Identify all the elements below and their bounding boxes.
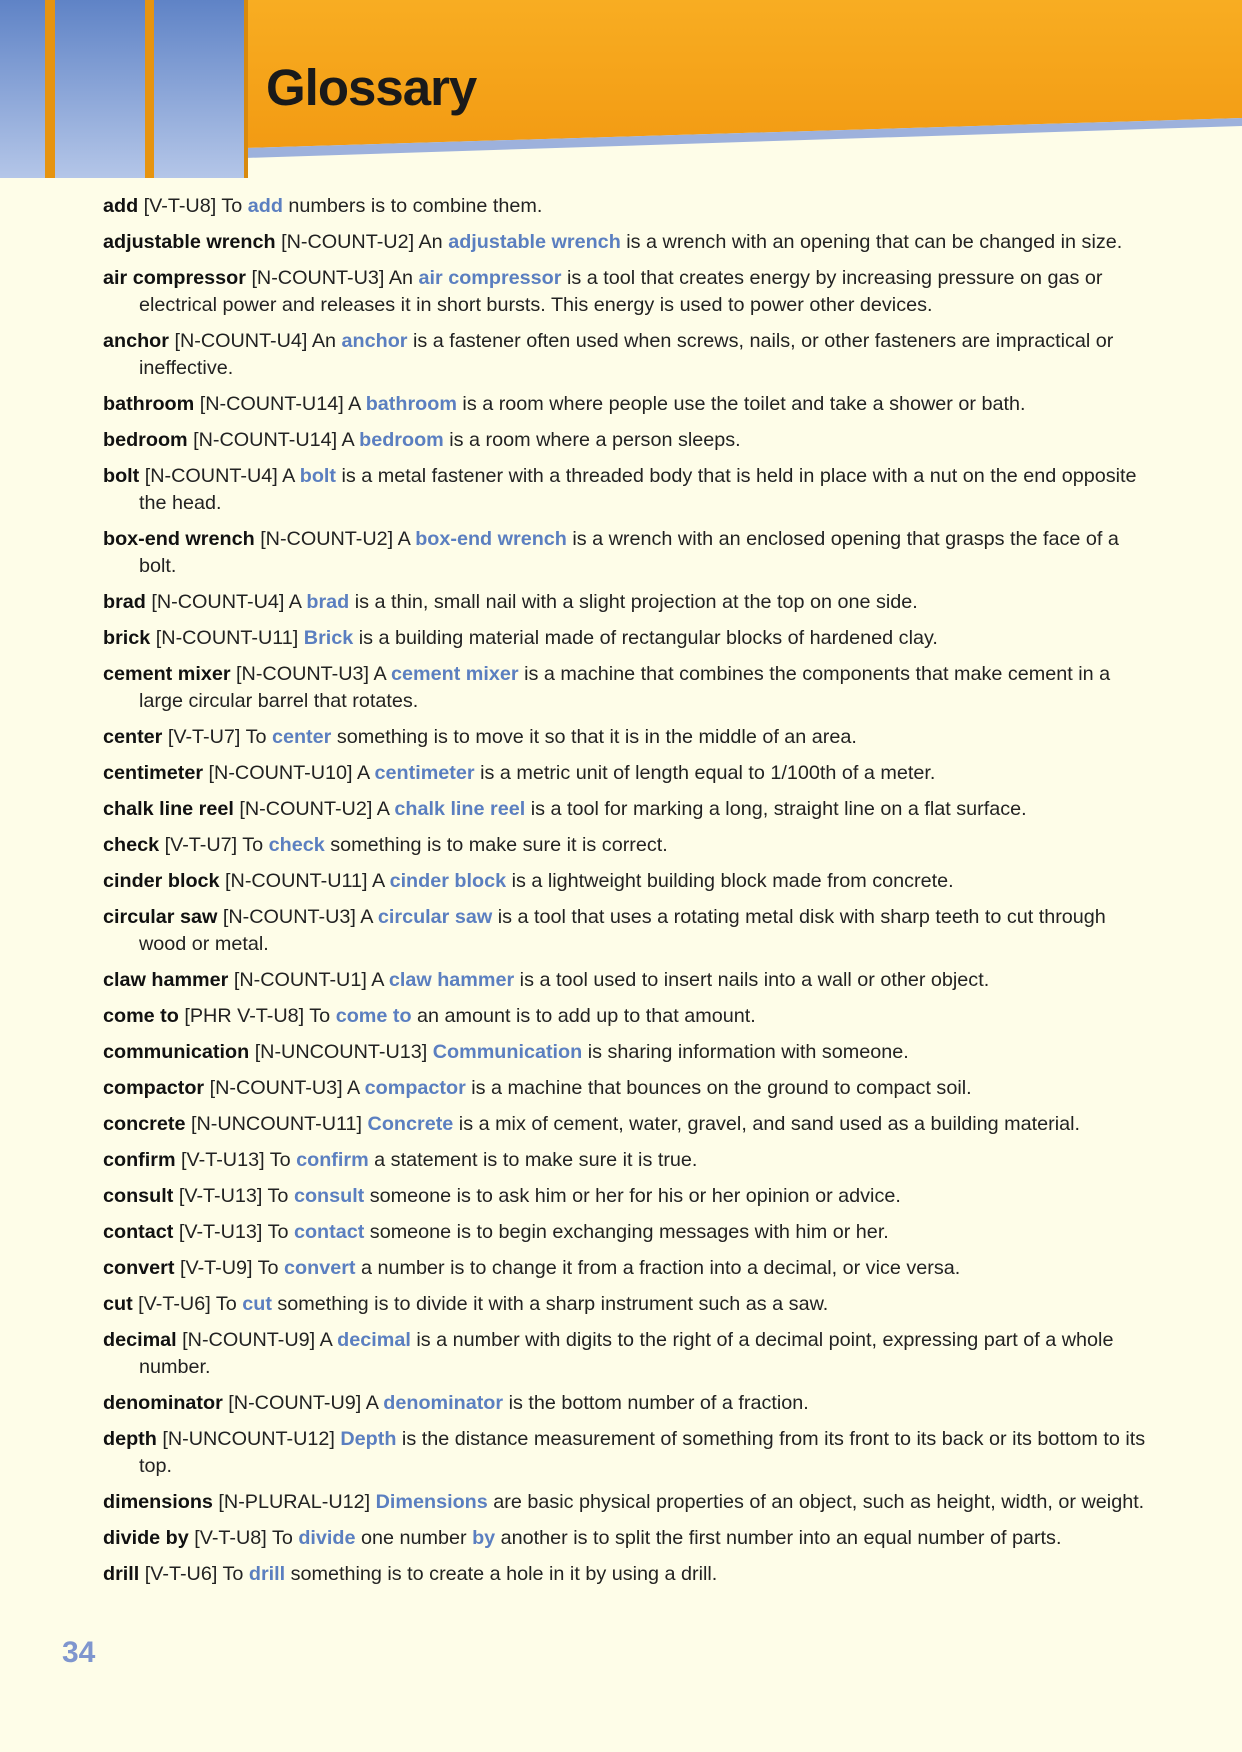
entry-definition-text: A [373, 663, 392, 685]
glossary-entry [103, 724, 1158, 751]
entry-definition-text: is a tool used to insert nails into a wall or other object. [514, 969, 990, 991]
entry-definition-text: To [309, 1005, 336, 1027]
entry-term: centimeter [103, 762, 204, 784]
entry-term: anchor [103, 330, 169, 352]
entry-definition-text: A [356, 762, 375, 784]
entry-highlighted-term: decimal [337, 1329, 411, 1351]
entry-part-of-speech: [N-COUNT-U3] [236, 663, 370, 685]
glossary-entry [103, 1003, 1158, 1030]
entry-term: come to [103, 1005, 179, 1027]
entry-term: bedroom [103, 429, 188, 451]
entry-definition-text: A [360, 906, 378, 928]
entry-term: concrete [103, 1113, 186, 1135]
glossary-entry [103, 1147, 1158, 1174]
entry-part-of-speech: [V-T-U7] [164, 834, 238, 856]
entry-definition-text: is a tool for marking a long, straight line on a flat surface. [525, 798, 1027, 820]
glossary-entry [103, 229, 1158, 256]
entry-highlighted-term: convert [284, 1257, 356, 1279]
glossary-entry [103, 625, 1158, 652]
entry-definition-text: A [347, 1077, 365, 1099]
entry-term: bolt [103, 465, 140, 487]
entry-part-of-speech: [V-T-U6] [144, 1563, 218, 1585]
entry-definition-text: To [269, 1149, 297, 1171]
entry-part-of-speech: [N-COUNT-U3] [251, 267, 385, 289]
entry-definition-text: A [319, 1329, 338, 1351]
entry-definition-text: someone is to ask him or her for his or her opinion or advice. [364, 1185, 901, 1207]
entry-part-of-speech: [N-COUNT-U14] [199, 393, 344, 415]
entry-part-of-speech: [N-COUNT-U11] [225, 870, 368, 892]
glossary-entry [103, 1561, 1158, 1588]
glossary-entry [103, 1426, 1158, 1480]
entry-definition-text: something is to move it so that it is in the middle of an area. [331, 726, 857, 748]
glossary-entry [103, 1255, 1158, 1282]
entry-term: bathroom [103, 393, 195, 415]
entry-definition-text: A [288, 591, 307, 613]
entry-term: cement mixer [103, 663, 231, 685]
page-number: 34 [62, 1636, 96, 1669]
entry-highlighted-term: air compressor [418, 267, 562, 289]
entry-highlighted-term: adjustable wrench [448, 231, 621, 253]
entry-part-of-speech: [N-COUNT-U2] [260, 528, 394, 550]
glossary-entry [103, 967, 1158, 994]
entry-highlighted-term: chalk line reel [394, 798, 526, 820]
entry-part-of-speech: [V-T-U6] [138, 1293, 211, 1315]
glossary-entry [103, 589, 1158, 616]
entry-definition-text: something is to divide it with a sharp instrument such as a saw. [271, 1293, 829, 1315]
entry-highlighted-term: add [247, 195, 283, 217]
entry-definition-text: is a building material made of rectangular blocks of hardened clay. [353, 627, 938, 649]
entry-term: drill [103, 1563, 140, 1585]
entry-highlighted-term: come to [335, 1005, 412, 1027]
entry-definition-text: something is to make sure it is correct. [324, 834, 668, 856]
entry-highlighted-term: drill [248, 1563, 286, 1585]
glossary-entry [103, 1291, 1158, 1318]
glossary-entry [103, 328, 1158, 382]
entry-definition-text: is the bottom number of a fraction. [503, 1392, 809, 1414]
glossary-entry [103, 463, 1158, 517]
entry-part-of-speech: [N-UNCOUNT-U13] [254, 1041, 428, 1063]
glossary-entry [103, 427, 1158, 454]
entry-part-of-speech: [N-COUNT-U3] [222, 906, 356, 928]
entry-term: convert [103, 1257, 175, 1279]
entry-highlighted-term: anchor [341, 330, 408, 352]
entry-definition-text: is a room where a person sleeps. [443, 429, 741, 451]
entry-highlighted-term: cut [242, 1293, 272, 1315]
entry-part-of-speech: [V-T-U13] [178, 1221, 263, 1243]
entry-part-of-speech: [V-T-U13] [181, 1149, 265, 1171]
glossary-entry [103, 265, 1158, 319]
entry-term: consult [103, 1185, 174, 1207]
entry-highlighted-term: bolt [299, 465, 336, 487]
entry-part-of-speech: [N-COUNT-U9] [182, 1329, 316, 1351]
entry-definition-text: is a metric unit of length equal to 1/100th of a meter. [474, 762, 936, 784]
entry-definition-text: is a lightweight building block made from concrete. [506, 870, 954, 892]
entry-highlighted-term: consult [293, 1185, 365, 1207]
glossary-entry [103, 1075, 1158, 1102]
entry-part-of-speech: [N-COUNT-U10] [208, 762, 353, 784]
tab-divider-2 [145, 0, 154, 178]
entry-term: claw hammer [103, 969, 229, 991]
entry-definition-text: An [388, 267, 419, 289]
tab-shadow [244, 0, 248, 178]
glossary-entry [103, 904, 1158, 958]
glossary-entry [103, 1489, 1158, 1516]
entry-definition-text: is a tool that creates energy by increasing pressure on gas or electrical power and releases it in short bursts. This energy is used to power other devices. [139, 267, 1103, 316]
entry-definition-text: A [371, 969, 389, 991]
entry-definition-text: To [271, 1527, 299, 1549]
entry-term: dimensions [103, 1491, 213, 1513]
entry-highlighted-term: claw hammer [388, 969, 515, 991]
entry-definition-text: is a thin, small nail with a slight projection at the top on one side. [349, 591, 918, 613]
entry-definition-text: is the distance measurement of something from its front to its back or its bottom to its top. [139, 1428, 1146, 1477]
entry-highlighted-term: center [271, 726, 332, 748]
blue-tab-3 [154, 0, 244, 178]
entry-part-of-speech: [N-COUNT-U3] [209, 1077, 343, 1099]
entry-definition-text: is a tool that uses a rotating metal disk with sharp teeth to cut through wood or metal. [139, 906, 1106, 955]
entry-term: center [103, 726, 163, 748]
blue-tab-2 [55, 0, 145, 178]
entry-highlighted-term: centimeter [374, 762, 475, 784]
entry-definition-text: To [257, 1257, 285, 1279]
glossary-entry [103, 1219, 1158, 1246]
entry-highlighted-term: bedroom [359, 429, 444, 451]
entry-definition-text: To [215, 1293, 243, 1315]
glossary-entry [103, 391, 1158, 418]
entry-term: contact [103, 1221, 174, 1243]
entry-definition-text: To [267, 1221, 294, 1243]
entry-definition-text: is a room where people use the toilet and take a shower or bath. [456, 393, 1026, 415]
glossary-entry [103, 1327, 1158, 1381]
entry-term: adjustable wrench [103, 231, 276, 253]
entry-definition-text: An [418, 231, 449, 253]
entry-highlighted-term: cinder block [389, 870, 507, 892]
blue-tab-1 [0, 0, 45, 178]
glossary-entry [103, 832, 1158, 859]
entry-part-of-speech: [N-COUNT-U9] [228, 1392, 362, 1414]
entry-highlighted-term: bathroom [365, 393, 457, 415]
glossary-entry [103, 661, 1158, 715]
entry-term: communication [103, 1041, 250, 1063]
entry-definition-text: is a metal fastener with a threaded body that is held in place with a nut on the end opposite the head. [139, 465, 1137, 514]
entry-definition-text: are basic physical properties of an object, such as height, width, or weight. [487, 1491, 1145, 1513]
entry-definition-text: To [245, 726, 272, 748]
entry-highlighted-term: box-end wrench [415, 528, 567, 550]
entry-part-of-speech: [V-T-U8] [143, 195, 217, 217]
entry-highlighted-term: Concrete [367, 1113, 454, 1135]
entry-definition-text: a number is to change it from a fraction into a decimal, or vice versa. [355, 1257, 961, 1279]
entry-definition-text: To [267, 1185, 294, 1207]
entry-highlighted-term: circular saw [377, 906, 493, 928]
entry-highlighted-term: Depth [340, 1428, 397, 1450]
entry-definition-text: is a fastener often used when screws, nails, or other fasteners are impractical or ineffective. [139, 330, 1114, 379]
entry-part-of-speech: [N-COUNT-U1] [233, 969, 367, 991]
entry-term: chalk line reel [103, 798, 234, 820]
entry-definition-text: is a mix of cement, water, gravel, and sand used as a building material. [453, 1113, 1081, 1135]
entry-term: confirm [103, 1149, 176, 1171]
entry-definition-text: is a machine that bounces on the ground to compact soil. [465, 1077, 972, 1099]
entry-definition-text: A [365, 1392, 384, 1414]
entry-part-of-speech: [N-COUNT-U2] [239, 798, 373, 820]
entry-definition-text: is a wrench with an opening that can be changed in size. [620, 231, 1123, 253]
entry-term: cinder block [103, 870, 220, 892]
entry-definition-text: someone is to begin exchanging messages with him or her. [364, 1221, 889, 1243]
entry-term: cut [103, 1293, 133, 1315]
entry-definition-text: something is to create a hole in it by using a drill. [285, 1563, 718, 1585]
entry-highlighted-term: brad [306, 591, 350, 613]
entry-highlighted-term: compactor [364, 1077, 466, 1099]
entry-part-of-speech: [N-COUNT-U2] [281, 231, 415, 253]
entry-highlighted-term: check [268, 834, 325, 856]
header-banner-graphic [0, 0, 1242, 180]
glossary-entry [103, 526, 1158, 580]
entry-definition-text: is a wrench with an enclosed opening that grasps the face of a bolt. [139, 528, 1119, 577]
glossary-entry [103, 1183, 1158, 1210]
glossary-entry [103, 796, 1158, 823]
entry-definition-text: A [341, 429, 360, 451]
entry-definition-text: To [222, 1563, 249, 1585]
glossary-header-banner [0, 0, 1242, 180]
entry-definition-text: A [371, 870, 390, 892]
entry-definition-text: a statement is to make sure it is true. [368, 1149, 698, 1171]
entry-part-of-speech: [PHR V-T-U8] [184, 1005, 305, 1027]
entry-definition-text: numbers is to combine them. [282, 195, 543, 217]
entry-definition-text: A [282, 465, 300, 487]
entry-term: denominator [103, 1392, 223, 1414]
entry-term: box-end wrench [103, 528, 255, 550]
glossary-entry-list [103, 193, 1158, 1597]
entry-term: air compressor [103, 267, 246, 289]
glossary-entry [103, 868, 1158, 895]
glossary-entry [103, 1390, 1158, 1417]
entry-term: depth [103, 1428, 157, 1450]
entry-definition-text: is a machine that combines the components that make cement in a large circular barrel that rotates. [139, 663, 1111, 712]
entry-highlighted-term: Communication [432, 1041, 583, 1063]
entry-definition-text: one number [355, 1527, 473, 1549]
entry-term: decimal [103, 1329, 177, 1351]
entry-part-of-speech: [N-UNCOUNT-U12] [162, 1428, 335, 1450]
entry-definition-text: is sharing information with someone. [582, 1041, 909, 1063]
entry-highlighted-term: contact [293, 1221, 365, 1243]
entry-highlighted-term: Dimensions [375, 1491, 488, 1513]
glossary-entry [103, 1111, 1158, 1138]
entry-definition-text: To [242, 834, 269, 856]
entry-part-of-speech: [N-UNCOUNT-U11] [190, 1113, 363, 1135]
entry-definition-text: To [221, 195, 248, 217]
entry-highlighted-term: confirm [296, 1149, 369, 1171]
glossary-entry [103, 1525, 1158, 1552]
glossary-entry [103, 193, 1158, 220]
entry-part-of-speech: [N-COUNT-U4] [144, 465, 278, 487]
entry-term: add [103, 195, 139, 217]
entry-term: divide by [103, 1527, 189, 1549]
entry-part-of-speech: [V-T-U8] [194, 1527, 267, 1549]
entry-part-of-speech: [V-T-U7] [167, 726, 241, 748]
entry-part-of-speech: [N-COUNT-U4] [174, 330, 308, 352]
entry-highlighted-term: by [472, 1527, 496, 1549]
entry-part-of-speech: [N-COUNT-U4] [151, 591, 285, 613]
entry-definition-text: A [397, 528, 416, 550]
entry-definition-text: A [348, 393, 366, 415]
entry-highlighted-term: cement mixer [391, 663, 519, 685]
entry-part-of-speech: [N-PLURAL-U12] [218, 1491, 371, 1513]
entry-definition-text: An [311, 330, 342, 352]
entry-definition-text: another is to split the first number into an equal number of parts. [495, 1527, 1062, 1549]
entry-definition-text: is a number with digits to the right of a decimal point, expressing part of a whole number. [139, 1329, 1114, 1378]
entry-term: compactor [103, 1077, 205, 1099]
entry-definition-text: A [376, 798, 395, 820]
entry-part-of-speech: [V-T-U9] [179, 1257, 253, 1279]
entry-highlighted-term: Brick [303, 627, 354, 649]
entry-term: circular saw [103, 906, 218, 928]
glossary-entry [103, 760, 1158, 787]
entry-term: brad [103, 591, 146, 613]
tab-divider-1 [45, 0, 55, 178]
entry-highlighted-term: divide [298, 1527, 356, 1549]
entry-part-of-speech: [V-T-U13] [178, 1185, 263, 1207]
entry-part-of-speech: [N-COUNT-U14] [193, 429, 338, 451]
entry-term: check [103, 834, 160, 856]
entry-definition-text: an amount is to add up to that amount. [411, 1005, 756, 1027]
page-title: Glossary [266, 59, 477, 116]
entry-term: brick [103, 627, 151, 649]
entry-highlighted-term: denominator [383, 1392, 504, 1414]
entry-part-of-speech: [N-COUNT-U11] [155, 627, 299, 649]
glossary-entry [103, 1039, 1158, 1066]
